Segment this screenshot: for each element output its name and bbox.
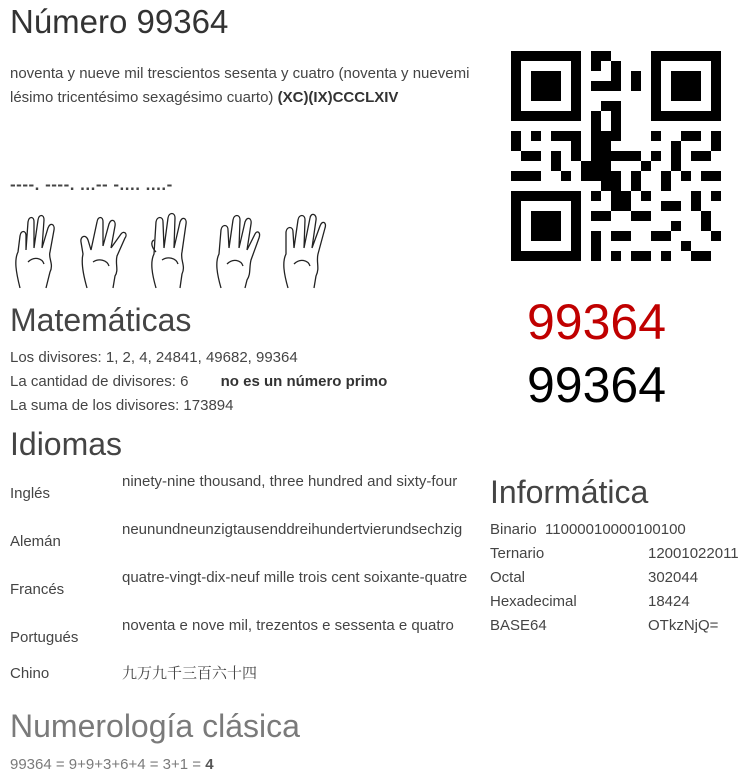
language-value: ninety-nine thousand, three hundred and sixty-four [122, 473, 458, 490]
divisor-count-line [10, 370, 387, 394]
sign-language-hand-icon [10, 212, 64, 290]
language-name: Portugués [10, 629, 79, 646]
qr-code-icon [511, 51, 721, 261]
binary-label: Binario [490, 521, 537, 538]
language-name: Chino [10, 665, 50, 682]
sign-language-hand-icon [278, 212, 332, 290]
divisor-count: La cantidad de divisores: 6 [10, 373, 189, 390]
base64-label: BASE64 [490, 617, 547, 634]
base64-value: OTkzNjQ= [648, 617, 719, 634]
number-display-red: 99364 [527, 294, 667, 350]
divisor-sum-line: La suma de los divisores: 173894 [10, 397, 234, 414]
page-title: Número 99364 [10, 3, 229, 40]
ternary-label: Ternario [490, 545, 545, 562]
sign-language-hand-icon [144, 212, 198, 290]
numerology-line [10, 753, 214, 777]
numerology-heading: Numerología clásica [10, 708, 300, 744]
languages-heading: Idiomas [10, 426, 123, 462]
language-value: noventa e nove mil, trezentos e sessenta e quatro [122, 617, 454, 634]
prime-note: no es un número primo [220, 373, 388, 390]
language-name: Alemán [10, 533, 61, 550]
language-value: 九万九千三百六十四 [122, 665, 258, 682]
roman-numeral: (XC)(IX)CCCLXIV [277, 89, 399, 106]
language-value: neunundneunzigtausenddreihundertvierundsechzig [122, 521, 463, 538]
number-words: noventa y nueve mil trescientos sesenta y cuatro (noventa y nuevemilésimo tricentésimo sexagésimo cuarto) [10, 65, 470, 106]
sign-language-hand-icon [211, 212, 265, 290]
divisors-line: Los divisores: 1, 2, 4, 24841, 49682, 99364 [10, 349, 298, 366]
numerology-result: 4 [205, 756, 214, 773]
hexadecimal-label: Hexadecimal [490, 593, 577, 610]
ternary-value: 12001022011 [648, 545, 739, 562]
informatics-heading: Informática [490, 474, 649, 510]
number-display-black: 99364 [527, 357, 667, 413]
binary-row [490, 518, 686, 542]
language-name: Inglés [10, 485, 51, 502]
octal-label: Octal [490, 569, 526, 586]
sign-language-hand-icon [77, 212, 131, 290]
language-value: quatre-vingt-dix-neuf mille trois cent soixante-quatre [122, 569, 468, 586]
morse-code: ----. ----. ...-- -.... ....- [10, 175, 173, 194]
hexadecimal-value: 18424 [648, 593, 690, 610]
numerology-sum: 99364 = 9+9+3+6+4 = 3+1 = [10, 756, 206, 773]
sign-language-hands [10, 212, 332, 292]
number-description [10, 62, 472, 110]
math-heading: Matemáticas [10, 302, 192, 338]
octal-value: 302044 [648, 569, 699, 586]
binary-value: 11000010000100100 [545, 521, 686, 538]
language-name: Francés [10, 581, 65, 598]
